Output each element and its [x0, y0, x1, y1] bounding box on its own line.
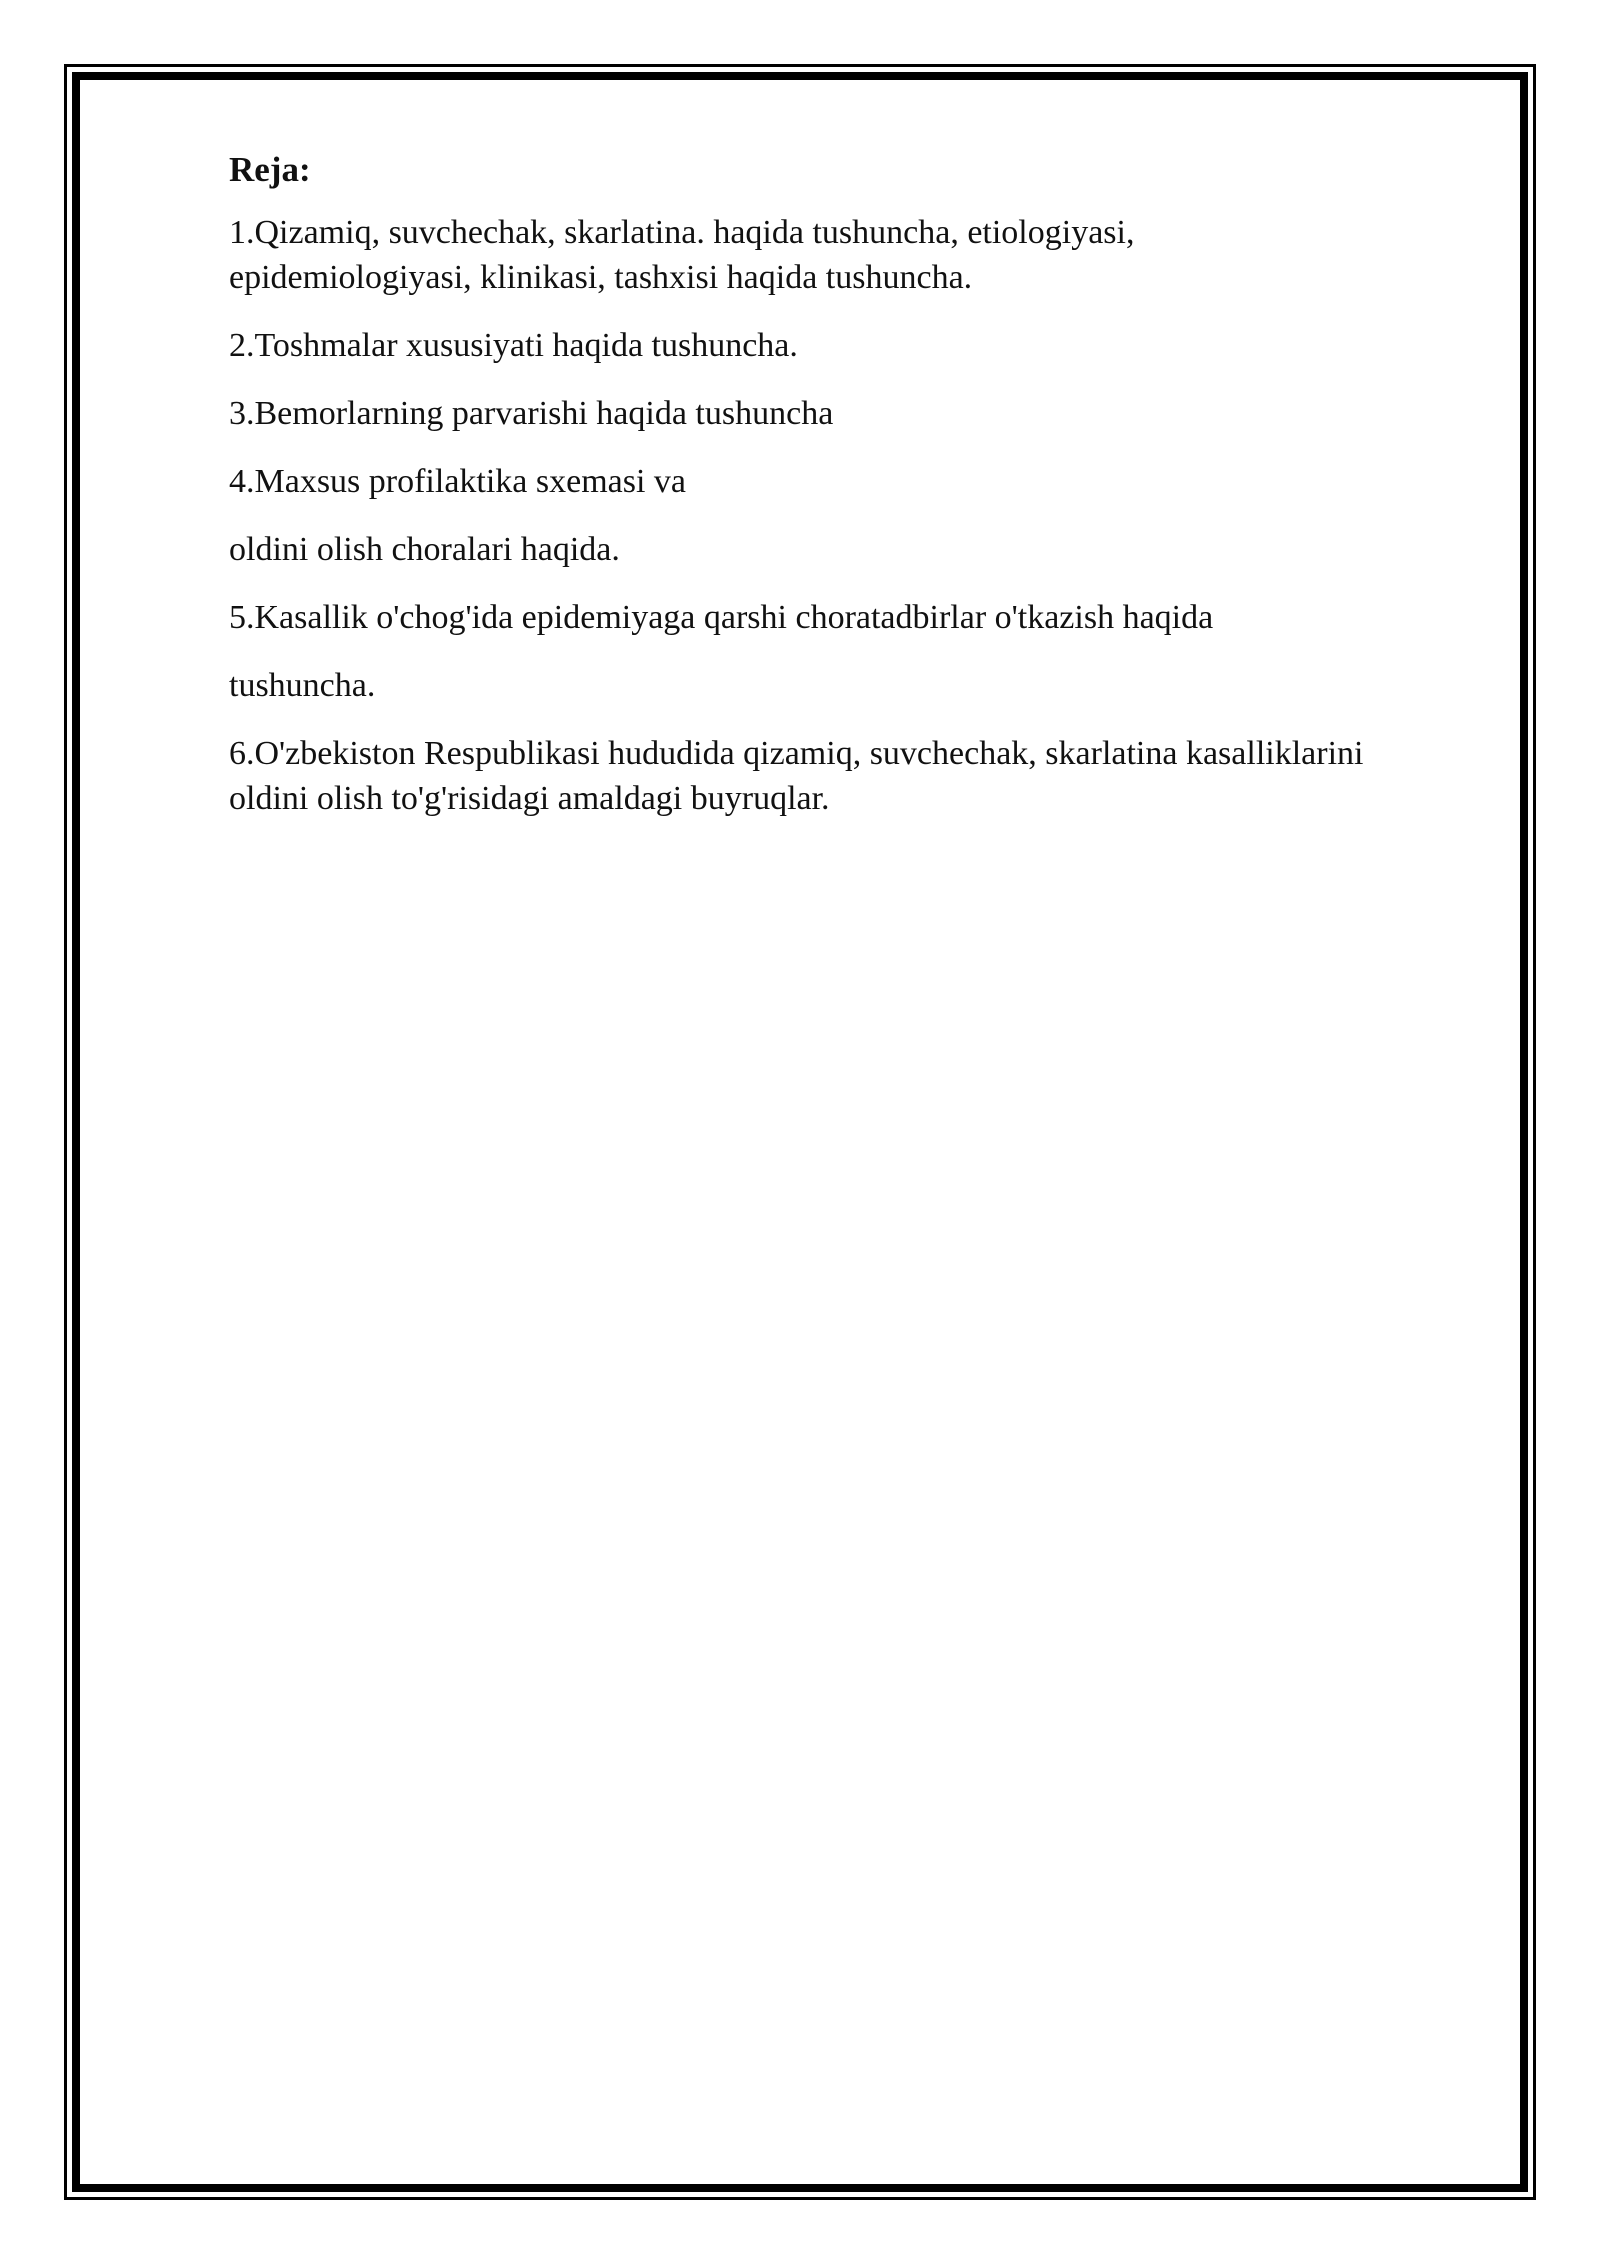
plan-item-5-continuation — [229, 663, 1519, 708]
plan-item-1-line-1: 1.Qizamiq, suvchechak, skarlatina. haqida tushuncha, etiologiyasi, — [229, 214, 1135, 251]
plan-item-6 — [229, 731, 1519, 821]
plan-item-5 — [229, 595, 1519, 640]
document-body — [229, 148, 1519, 844]
plan-item-2-text: 2.Toshmalar xususiyati haqida tushuncha. — [229, 327, 798, 364]
plan-item-3 — [229, 391, 1519, 436]
plan-item-1-line-2: epidemiologiyasi, klinikasi, tashxisi haqida tushuncha. — [229, 259, 973, 296]
plan-item-5-text: 5.Kasallik o'chog'ida epidemiyaga qarshi choratadbirlar o'tkazish haqida — [229, 599, 1214, 636]
plan-item-6-line-1: 6.O'zbekiston Respublikasi hududida qizamiq, suvchechak, skarlatina kasalliklarini — [229, 735, 1364, 772]
plan-item-4-continuation-text: oldini olish choralari haqida. — [229, 531, 620, 568]
plan-item-5-continuation-text: tushuncha. — [229, 667, 376, 704]
plan-item-6-line-2: oldini olish to'g'risidagi amaldagi buyruqlar. — [229, 780, 830, 817]
plan-item-1 — [229, 210, 1519, 300]
plan-item-2 — [229, 323, 1519, 368]
plan-item-4-text: 4.Maxsus profilaktika sxemasi va — [229, 463, 687, 500]
plan-item-3-text: 3.Bemorlarning parvarishi haqida tushuncha — [229, 395, 834, 432]
plan-heading: Reja: — [229, 150, 311, 189]
plan-item-4 — [229, 459, 1519, 504]
plan-item-4-continuation — [229, 527, 1519, 572]
plan-list — [229, 210, 1519, 821]
